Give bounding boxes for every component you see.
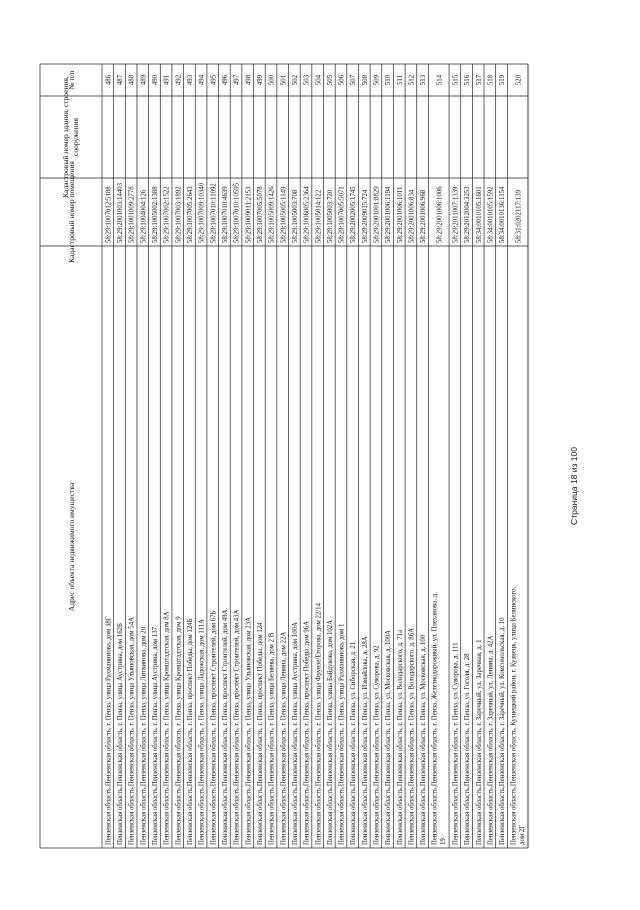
row-address: Пензенская область,Пензенская область, г. Пенза, ул. Гоголя, д. 28	[464, 653, 472, 845]
row-number: 501	[280, 74, 288, 86]
row-address: Пензенская область,Пензенская область, г. Пенза, ул. Измайлова, д. 28А	[361, 636, 369, 845]
row-premises: 58:29:2001006:968	[420, 189, 428, 243]
row-number: 500	[268, 74, 276, 86]
row-premises: 58:29:1005009:1426	[268, 186, 276, 243]
row-address: Пензенская область,Пензенская область, г. Пенза, улица Рахманинова, дом 1	[338, 623, 346, 845]
row-number: 503	[303, 74, 311, 86]
row-premises: 58:29:2011007:1339	[452, 186, 460, 243]
row-number: 515	[452, 74, 460, 86]
row-address: Пензенская область,Пензенская область, г. Пенза, проспект Победы, дом 96А	[303, 620, 311, 845]
row-number: 499	[256, 74, 264, 86]
row-number: 510	[385, 74, 393, 86]
row-number: 498	[245, 74, 253, 86]
row-number: 520	[515, 74, 523, 86]
row-number: 506	[338, 74, 346, 86]
row-address: Пензенская область,Пензенская область, г. Пенза, улица Литвинова, дом 20	[140, 626, 148, 845]
row-premises: 58:34:0010105:1601	[475, 186, 483, 243]
row-address-line: дом 2Г	[518, 824, 526, 845]
row-number: 511	[396, 75, 404, 85]
page-footer: Страница 18 из 100	[569, 447, 579, 525]
row-premises: 58:29:2012004:3253	[464, 186, 472, 243]
row-premises: 58:29:1004004:126	[140, 189, 148, 243]
row-address: Пензенская область,Пензенская область, г. Пенза, ул. Володарского, д. 71а	[396, 629, 404, 845]
row-address: Пензенская область,Пензенская область, г. Пенза, ул. Московская, д. 100	[420, 634, 428, 845]
row-number: 502	[291, 74, 299, 86]
row-premises: 58:29:2002005:1745	[350, 186, 358, 243]
row-premises: 58:29:1007010:10595	[233, 182, 241, 243]
row-address: Пензенская область,Пензенская область, г. Пенза, улица Фрунзе/Егорова, дом 22/14	[315, 603, 323, 845]
row-premises: 58:29:2001003:14403	[117, 182, 125, 243]
row-premises: 58:29:1005003:708	[291, 189, 299, 243]
row-premises: 58:29:1007005:5071	[338, 186, 346, 243]
row-address: Пензенская область,Пензенская область, г. Пенза, проспект Победы, дом 124Б	[187, 618, 195, 845]
row-address-line: Пензенская область,Пензенская область, г. Пенза, Железнодорожный, ул. Плеханова, д.	[431, 592, 439, 845]
row-number: 505	[326, 74, 334, 86]
row-number: 489	[140, 74, 148, 86]
header-num: № п/п	[67, 70, 76, 90]
row-address: Пензенская область,Пензенская область, г. Пенза, улица Рахманинова, дом 38Г	[105, 616, 113, 845]
row-premises: 58:29:1007002:1522	[163, 186, 171, 243]
row-premises: 58:29:2001006:834	[408, 189, 416, 243]
row-premises: 58:34:0010136:1154	[499, 186, 507, 243]
row-address: Пензенская область,Пензенская область, г. Пенза, ул. Володарского, д. 86А	[408, 627, 416, 845]
row-address: Пензенская область,Пензенская область, г. Пенза, улица Кронштадтская, дом 8А	[163, 611, 171, 845]
row-premises: 58:29:1001009:2778	[128, 186, 136, 243]
row-premises: 58:29:2001001:8829	[373, 186, 381, 243]
row-number: 513	[420, 74, 428, 86]
row-address: Пензенская область,Пензенская область, г. Пенза, проспект Строителей, дом 49А	[222, 609, 229, 845]
row-number: 488	[128, 74, 136, 86]
row-number: 519	[499, 74, 507, 86]
header-building-line2: сооружения	[71, 117, 80, 157]
row-address-line: Пензенская область,Пензенская область, Кузнецкий район, г. Кузнецк, улица Белинского,	[510, 586, 518, 845]
header-premises: Кадастровый номер помещения	[67, 161, 76, 263]
row-address: Пензенская область,Пензенская область, г. Пенза, ул. Сиборская, д. 21	[350, 641, 358, 845]
row-number: 492	[175, 74, 183, 86]
row-address: Пензенская область,Пензенская область, г. Пенза, проспект Строителей, дом 43А	[233, 609, 241, 845]
header-building: Кадастровый номер здания, строения,	[61, 76, 70, 198]
row-number: 512	[408, 74, 416, 86]
row-number: 517	[475, 74, 483, 86]
row-address: Пензенская область,Пензенская область, г. Пенза, улица Ульяновская, дом 23А	[245, 616, 253, 845]
row-premises: 58:29:1006005:2364	[303, 186, 311, 243]
row-premises: 58:29:1005002:1388	[152, 186, 160, 243]
row-number: 493	[187, 74, 195, 86]
row-premises: 58:29:1007010:11092	[210, 183, 218, 243]
row-premises: 58:29:2001006:1194	[385, 186, 393, 243]
row-address: Пензенская область,Пензенская область, г. Пенза, проспект Строителей, дом 67Б	[210, 610, 218, 845]
row-address: Пензенская область,Пензенская область, г. Пенза, улица Аустрина, дом 137	[152, 627, 160, 845]
row-premises: 58:29:1007010:4639	[222, 186, 229, 243]
row-premises: 58:29:1009011:2153	[245, 186, 253, 243]
row-address: Пензенская область,Пензенская область, г. Заречный, ул. Ленина, д. 42А	[487, 635, 495, 845]
row-number: 518	[487, 74, 495, 86]
row-address: Пензенская область,Пензенская область, г. Пенза, ул. Суворова, д. 111	[452, 642, 460, 845]
row-address: Пензенская область,Пензенская область, г. Пенза, улица Кронштадтская, дом 9	[175, 616, 183, 845]
row-address: Пензенская область,Пензенская область, г. Пенза, улица Ульяновская, дом 54А	[128, 616, 136, 845]
row-number: 491	[163, 74, 171, 86]
row-number: 486	[105, 74, 113, 86]
row-address: Пензенская область,Пензенская область, г. Пенза, улица Ладожская, дом 111А	[198, 619, 206, 845]
row-address: Пензенская область,Пензенская область, г. Пенза, ул. Суворова, д. 92	[373, 645, 381, 845]
row-premises: 58:29:1005003:720	[326, 189, 334, 243]
row-premises: 58:29:2001006:1006	[436, 186, 444, 243]
row-number: 496	[222, 74, 229, 86]
row-number: 516	[464, 74, 472, 86]
row-number: 487	[117, 74, 125, 86]
row-address: Пензенская область,Пензенская область, г. Пенза, улица Байдукова, дом 102А	[326, 619, 334, 845]
row-address: Пензенская область,Пензенская область, г. Пенза, улица Аустрина, дом 100А	[291, 622, 299, 845]
row-number: 514	[436, 74, 444, 86]
row-premises: 58:29:1005005:1149	[280, 186, 288, 243]
row-premises: 58:34:0010105:1592	[487, 186, 495, 243]
row-number: 509	[373, 74, 381, 86]
row-premises: 58:29:1007005:5078	[256, 186, 264, 243]
header-address: Адрес объекта недвижимого имущества	[67, 482, 76, 612]
row-address: Пензенская область,Пензенская область, г. Пенза, улица Аустрина, дом 162Б	[117, 623, 125, 845]
row-number: 490	[152, 74, 160, 86]
row-number: 497	[233, 74, 241, 86]
row-premises: 58:29:2009015:724	[361, 189, 369, 243]
row-number: 507	[350, 74, 358, 86]
property-table	[40, 64, 528, 848]
row-number: 504	[315, 74, 323, 86]
row-number: 494	[198, 74, 206, 86]
row-premises: 58:29:2001006:1011	[396, 186, 404, 243]
row-address: Пензенская область,Пензенская область, г. Заречный, ул. Заречная, д. 1	[475, 639, 483, 845]
row-address: Пензенская область,Пензенская область, г. Пенза, улица Беляева, дом 2 В	[268, 632, 276, 845]
row-address: Пензенская область,Пензенская область, г. Пенза, улица Ленина, дом 22А	[280, 631, 288, 845]
row-number: 495	[210, 74, 218, 86]
row-address: Пензенская область,Пензенская область, г. Пенза, проспект Победы, дом 124	[256, 622, 264, 845]
row-address: Пензенская область,Пензенская область, г. Заречный, ул. Комсомольская, д. 10	[499, 617, 507, 845]
row-premises: 58:29:1007012:5188	[105, 186, 113, 243]
row-address-line: 19	[439, 838, 447, 845]
row-premises: 58:29:1007009:10340	[198, 182, 206, 243]
row-premises: 58:29:1007005:2643	[187, 186, 195, 243]
row-address: Пензенская область,Пензенская область, г. Пенза, ул. Московская, д. 100А	[385, 629, 393, 845]
row-premises: 58:29:1005014:122	[315, 189, 323, 243]
row-premises: 58:31:0202117:139	[515, 190, 523, 243]
row-premises: 58:29:1007003:1892	[175, 186, 183, 243]
row-number: 508	[361, 74, 369, 86]
